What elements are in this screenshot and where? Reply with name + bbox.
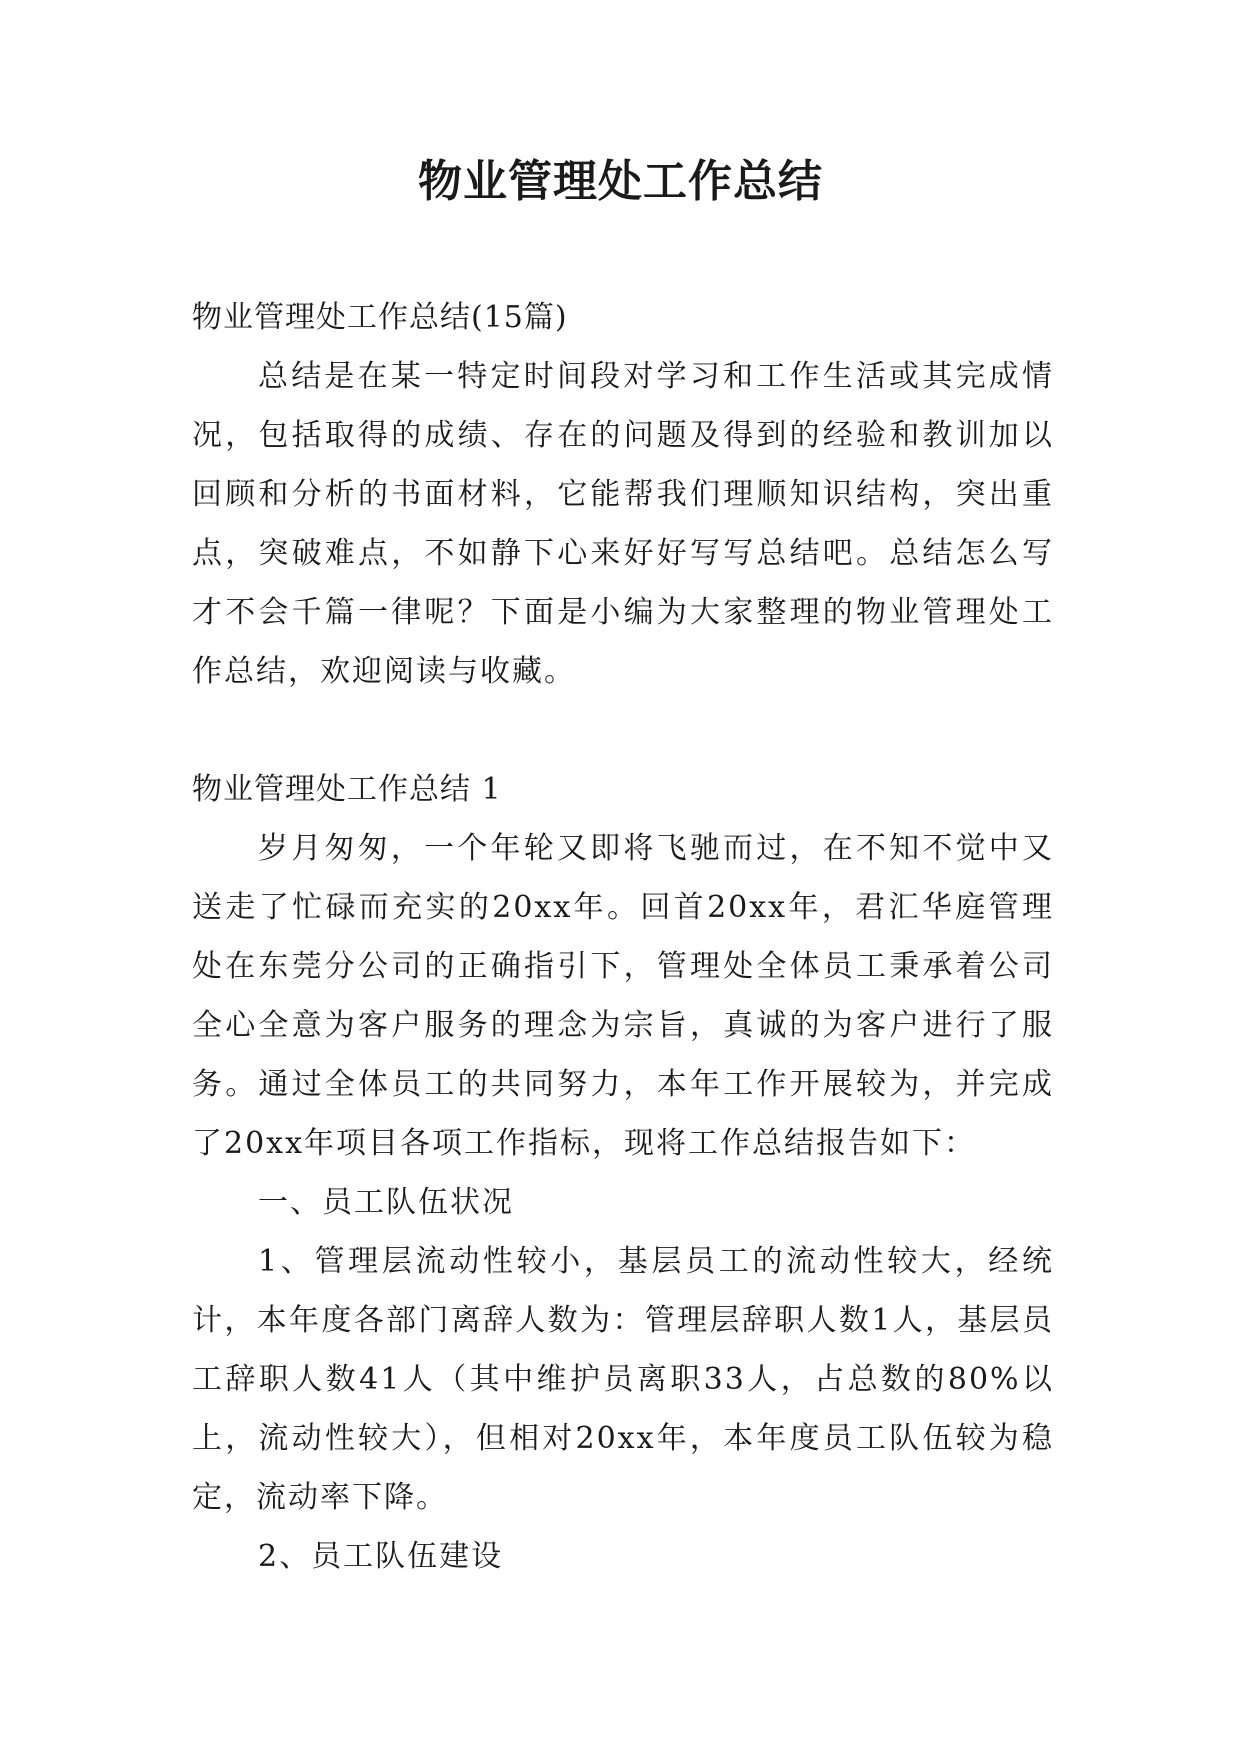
document-title: 物业管理处工作总结 — [418, 156, 823, 207]
paragraph-gap — [192, 701, 1054, 760]
list-item-heading: 2、员工队伍建设 — [258, 1539, 504, 1574]
section-heading: 物业管理处工作总结 1 — [192, 772, 502, 807]
subsection-heading: 一、员工队伍状况 — [258, 1185, 514, 1220]
document-body — [192, 288, 1054, 1586]
document-subtitle: 物业管理处工作总结(15篇) — [192, 300, 568, 335]
section-paragraph: 岁月匆匆，一个年轮又即将飞驰而过，在不知不觉中又送走了忙碌而充实的20xx年。回首20xx年，君汇华庭管理处在东莞分公司的正确指引下，管理处全体员工秉承着公司全心全意为客户服务的理念为宗旨，真诚的为客户进行了服务。通过全体员工的共同努力，本年工作开展较为，并完成了20xx年项目各项工作指标，现将工作总结报告如下： — [192, 831, 1054, 1161]
list-item-paragraph: 1、管理层流动性较小，基层员工的流动性较大，经统计，本年度各部门离辞人数为：管理层辞职人数1人，基层员工辞职人数41人（其中维护员离职33人，占总数的80%以上，流动性较大），但相对20xx年，本年度员工队伍较为稳定，流动率下降。 — [192, 1244, 1054, 1515]
intro-paragraph: 总结是在某一特定时间段对学习和工作生活或其完成情况，包括取得的成绩、存在的问题及得到的经验和教训加以回顾和分析的书面材料，它能帮我们理顺知识结构，突出重点，突破难点，不如静下心来好好写写总结吧。总结怎么写才不会千篇一律呢？下面是小编为大家整理的物业管理处工作总结，欢迎阅读与收藏。 — [192, 359, 1054, 689]
